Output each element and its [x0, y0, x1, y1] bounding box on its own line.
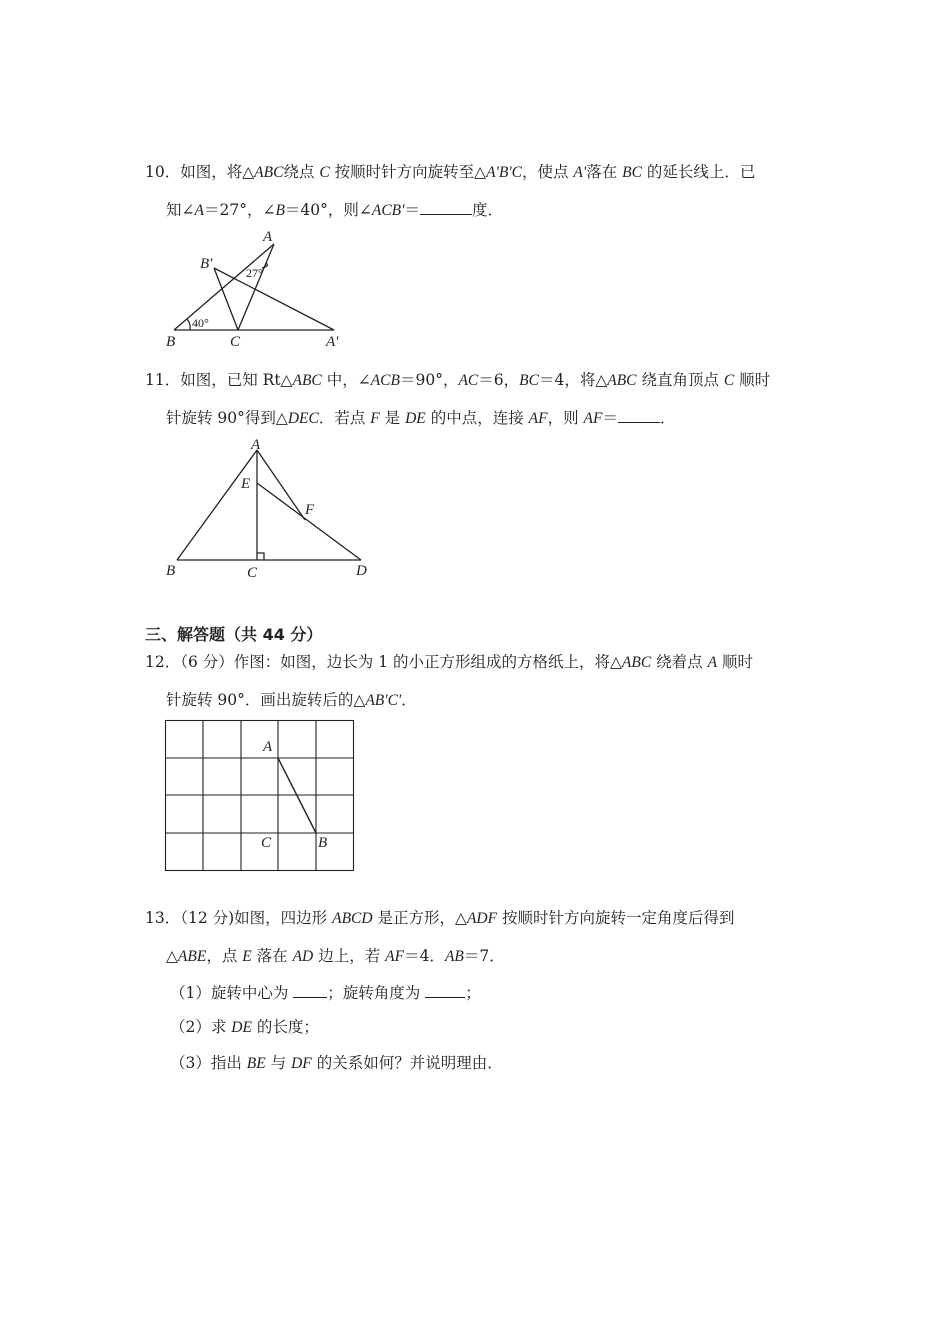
label-f: F — [305, 502, 315, 518]
q13-sub3: （3）指出 BE 与 DF 的关系如何？并说明理由． — [170, 1054, 503, 1072]
angle-label-40: 40° — [192, 316, 209, 330]
label-b-prime: B′ — [200, 256, 213, 272]
segment-a-f — [257, 450, 305, 520]
label-c: C — [247, 565, 258, 581]
segment-bprime-aprime — [214, 268, 334, 330]
answer-blank — [293, 983, 327, 998]
answer-blank — [618, 408, 660, 423]
q11-line2: 针旋转 90°得到△DEC．若点 F 是 DE 的中点，连接 AF，则 AF＝ ． — [166, 409, 676, 427]
answer-blank — [425, 983, 465, 998]
label-a: A — [263, 739, 273, 755]
answer-blank — [420, 200, 472, 215]
q12-line1: 12．（6 分）作图：如图，边长为 1 的小正方形组成的方格纸上，将△ABC 绕着点 A 顺时 — [145, 653, 753, 671]
q10-figure — [160, 228, 360, 353]
label-b: B — [318, 835, 328, 851]
q11-line1: 11．如图，已知 Rt△ABC 中，∠ACB＝90°，AC＝6，BC＝4，将△ABC 绕直角顶点 C 顺时 — [145, 371, 771, 389]
q10-line1: 10．如图，将△ABC绕点 C 按顺时针方向旋转至△A'B'C，使点 A'落在 BC 的延长线上．已 — [145, 163, 756, 181]
angle-label-27: 27° — [246, 266, 263, 280]
q13-line2: △ABE，点 E 落在 AD 边上，若 AF＝4．AB＝7． — [166, 947, 505, 965]
right-angle-mark — [257, 553, 264, 560]
label-b: B — [166, 563, 176, 579]
q12-line2: 针旋转 90°．画出旋转后的△AB'C'． — [166, 691, 417, 709]
q10-line2: 知∠A＝27°，∠B＝40°，则∠ACB'＝ 度． — [166, 201, 503, 219]
angle-arc-b — [187, 319, 190, 330]
q12-grid-figure — [165, 720, 355, 872]
label-b: B — [166, 334, 176, 350]
label-a-prime: A′ — [326, 334, 339, 350]
label-a: A — [263, 229, 273, 245]
q11-figure — [160, 436, 380, 581]
q13-line1: 13．（12 分)如图，四边形 ABCD 是正方形，△ADF 按顺时针方向旋转一定角度后得到 — [145, 909, 735, 927]
segment-b-a — [174, 244, 274, 330]
segment-a-b — [177, 450, 257, 560]
q13-sub1: （1）旋转中心为 ；旋转角度为 ； — [170, 984, 481, 1002]
label-d: D — [356, 563, 367, 579]
section-heading: 三、解答题（共 44 分） — [145, 625, 323, 644]
q13-sub2: （2）求 DE 的长度； — [170, 1018, 319, 1036]
segment-a-c — [238, 244, 274, 330]
label-e: E — [241, 476, 251, 492]
label-c: C — [261, 835, 272, 851]
label-a: A — [251, 437, 261, 453]
segment-e-d — [257, 483, 361, 560]
label-c: C — [230, 334, 241, 350]
